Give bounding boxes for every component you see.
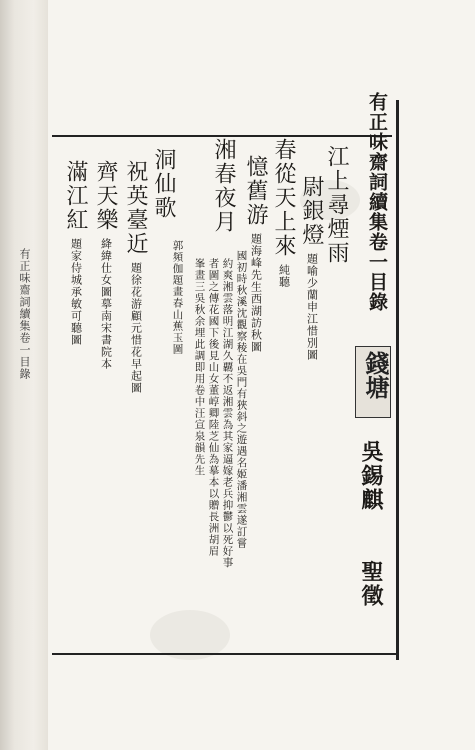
entry-heading: 尉銀燈: [299, 175, 324, 247]
frame-right-rule: [396, 100, 399, 660]
list-item: [120, 160, 151, 394]
list-item: [268, 138, 299, 288]
entry-note: 國初時秋溪沈觀察稜在吳門有狹斜之遊遇名姬潘湘雲遂訂嘗: [235, 250, 248, 549]
entry-note: 郭頻伽題畫春山蕉玉圖: [171, 240, 184, 355]
list-item: [60, 160, 91, 346]
entry-note: 題海峰先生西湖訪秋圖: [249, 233, 263, 353]
entry-note: 峯畫三吳秋余埋此調即用卷中汪宣泉韻先生: [193, 258, 206, 477]
author-style-name: 聖徵: [358, 560, 384, 608]
frame-bottom-rule: [52, 653, 396, 655]
entry-note: 約爽湘雲落明江湖久覊不返湘雲為其家逼嫁老兵抑鬱以死好事: [221, 258, 234, 569]
entry-note: 純聽: [277, 264, 291, 288]
publisher-seal: [355, 346, 391, 418]
frame-top-rule: [52, 135, 392, 137]
entry-heading: 江上尋煙雨: [324, 145, 349, 265]
list-item: [90, 160, 121, 370]
author-place: 錢塘: [361, 351, 390, 399]
entry-note: 絳緯仕女圖摹南宋書院本: [99, 238, 113, 370]
entry-note: 題家侍城承敏可聽圖: [69, 238, 83, 346]
author-name: 吳錫麒: [358, 440, 384, 512]
entry-heading: 湘春夜月: [211, 138, 236, 234]
entry-note: 題徐花游顧元惜花早起圖: [129, 262, 143, 394]
edge-label: 有正味齋詞續集卷一目錄: [18, 248, 31, 380]
list-item: [296, 175, 327, 361]
entry-heading: 洞仙歌: [151, 148, 176, 220]
entry-note: 者圖之傳花國下後見山女董崞卿陸芝仙為摹本以贈長洲胡眉: [207, 258, 220, 557]
adjacent-page-edge: [0, 0, 48, 750]
entry-heading: 齊天樂: [93, 160, 118, 232]
entry-heading: 春從天上來: [271, 138, 296, 258]
entry-heading: 憶舊游: [243, 155, 268, 227]
entry-note: 題喻少蘭申江惜別圖: [305, 253, 319, 361]
entry-heading: 祝英臺近: [123, 160, 148, 256]
entry-heading: 滿江紅: [63, 160, 88, 232]
page-title: 有正味齋詞續集卷一目錄: [366, 92, 388, 312]
